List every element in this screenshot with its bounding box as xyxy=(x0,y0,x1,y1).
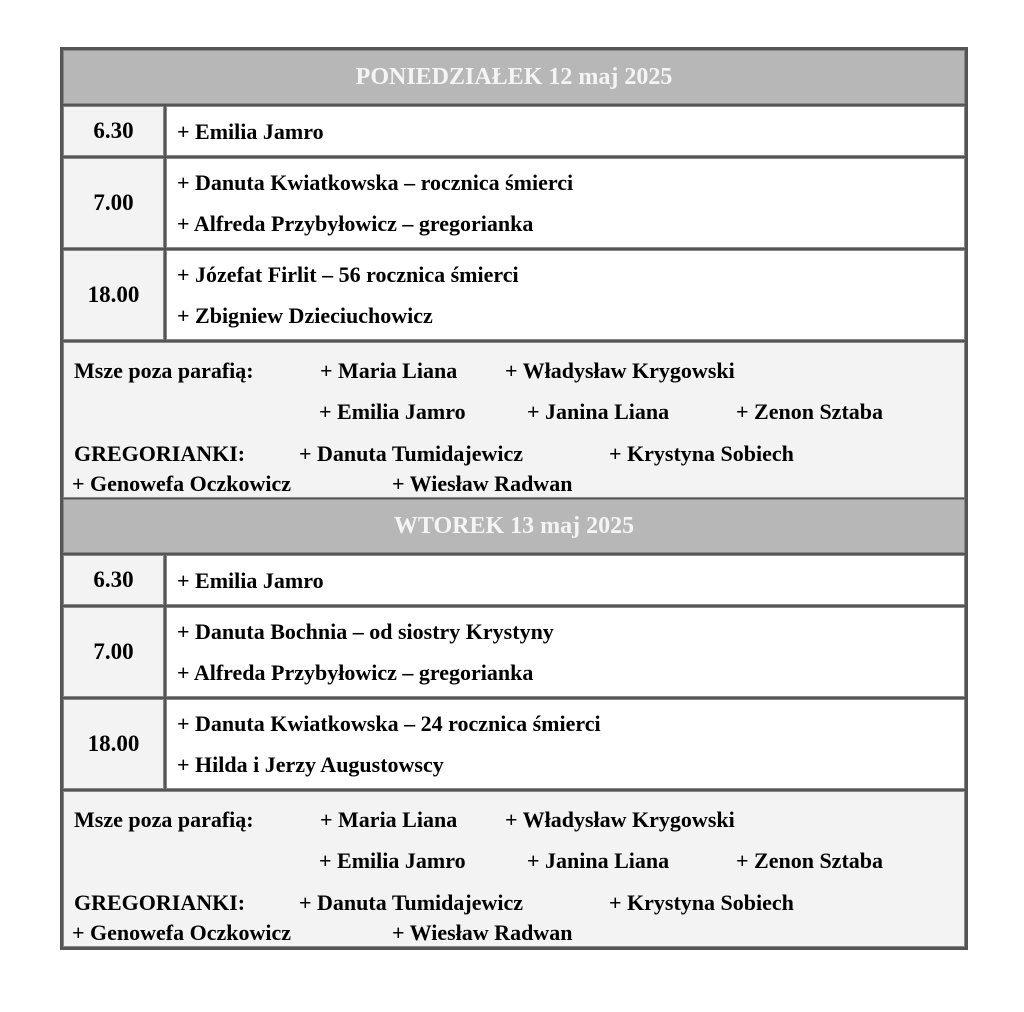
mass-intentions xyxy=(166,250,965,340)
day-header: WTOREK 13 maj 2025 xyxy=(63,499,965,553)
mass-row xyxy=(62,249,966,341)
gregorianka-intention: + Genowefa Oczkowicz xyxy=(72,471,292,496)
gregorianka-intention: + Wiesław Radwan xyxy=(392,471,573,496)
gregorianka-intention: + Krystyna Sobiech xyxy=(609,890,794,915)
mass-time: 7.00 xyxy=(63,158,164,248)
mass-intentions xyxy=(166,607,965,697)
mass-time: 6.30 xyxy=(63,106,164,156)
mass-intentions xyxy=(166,106,965,156)
gregorianka-intention: + Danuta Tumidajewicz xyxy=(299,441,524,466)
outside-label: Msze poza parafią: xyxy=(74,807,254,832)
mass-row xyxy=(62,105,966,157)
mass-row xyxy=(62,157,966,249)
outside-intention: + Maria Liana xyxy=(320,807,458,832)
gregorianka-intention: + Genowefa Oczkowicz xyxy=(72,920,292,945)
outside-intention: + Emilia Jamro xyxy=(319,848,466,873)
intention: + Danuta Kwiatkowska – rocznica śmierci xyxy=(177,170,574,195)
mass-time: 6.30 xyxy=(63,555,164,605)
outside-label: Msze poza parafią: xyxy=(74,358,254,383)
mass-time: 18.00 xyxy=(63,250,164,340)
mass-intentions xyxy=(166,158,965,248)
gregorianki-label: GREGORIANKI: xyxy=(74,890,246,915)
outside-intention: + Władysław Krygowski xyxy=(505,358,735,383)
day-header: PONIEDZIAŁEK 12 maj 2025 xyxy=(63,50,965,104)
intention: + Alfreda Przybyłowicz – gregorianka xyxy=(177,660,534,685)
outside-parish-masses xyxy=(63,791,965,947)
intention: + Józefat Firlit – 56 rocznica śmierci xyxy=(177,262,519,287)
outside-intention: + Janina Liana xyxy=(527,848,670,873)
intention: + Danuta Bochnia – od siostry Krystyny xyxy=(177,619,554,644)
gregorianki-label: GREGORIANKI: xyxy=(74,441,246,466)
outside-intention: + Emilia Jamro xyxy=(319,399,466,424)
intention: + Zbigniew Dzieciuchowicz xyxy=(177,303,433,328)
mass-time: 7.00 xyxy=(63,607,164,697)
intention: + Danuta Kwiatkowska – 24 rocznica śmierci xyxy=(177,711,601,736)
outside-intention: + Maria Liana xyxy=(320,358,458,383)
mass-schedule-table xyxy=(60,47,968,950)
mass-row xyxy=(62,554,966,606)
gregorianka-intention: + Krystyna Sobiech xyxy=(609,441,794,466)
mass-intentions xyxy=(166,555,965,605)
mass-row xyxy=(62,698,966,790)
outside-intention: + Zenon Sztaba xyxy=(736,848,884,873)
intention: + Alfreda Przybyłowicz – gregorianka xyxy=(177,211,534,236)
gregorianka-intention: + Danuta Tumidajewicz xyxy=(299,890,524,915)
outside-intention: + Zenon Sztaba xyxy=(736,399,884,424)
mass-intentions xyxy=(166,699,965,789)
intention: + Emilia Jamro xyxy=(177,567,324,593)
outside-parish-masses xyxy=(63,342,965,498)
intention: + Hilda i Jerzy Augustowscy xyxy=(177,752,444,777)
mass-row xyxy=(62,606,966,698)
outside-intention: + Janina Liana xyxy=(527,399,670,424)
gregorianka-intention: + Wiesław Radwan xyxy=(392,920,573,945)
mass-time: 18.00 xyxy=(63,699,164,789)
outside-intention: + Władysław Krygowski xyxy=(505,807,735,832)
intention: + Emilia Jamro xyxy=(177,118,324,144)
